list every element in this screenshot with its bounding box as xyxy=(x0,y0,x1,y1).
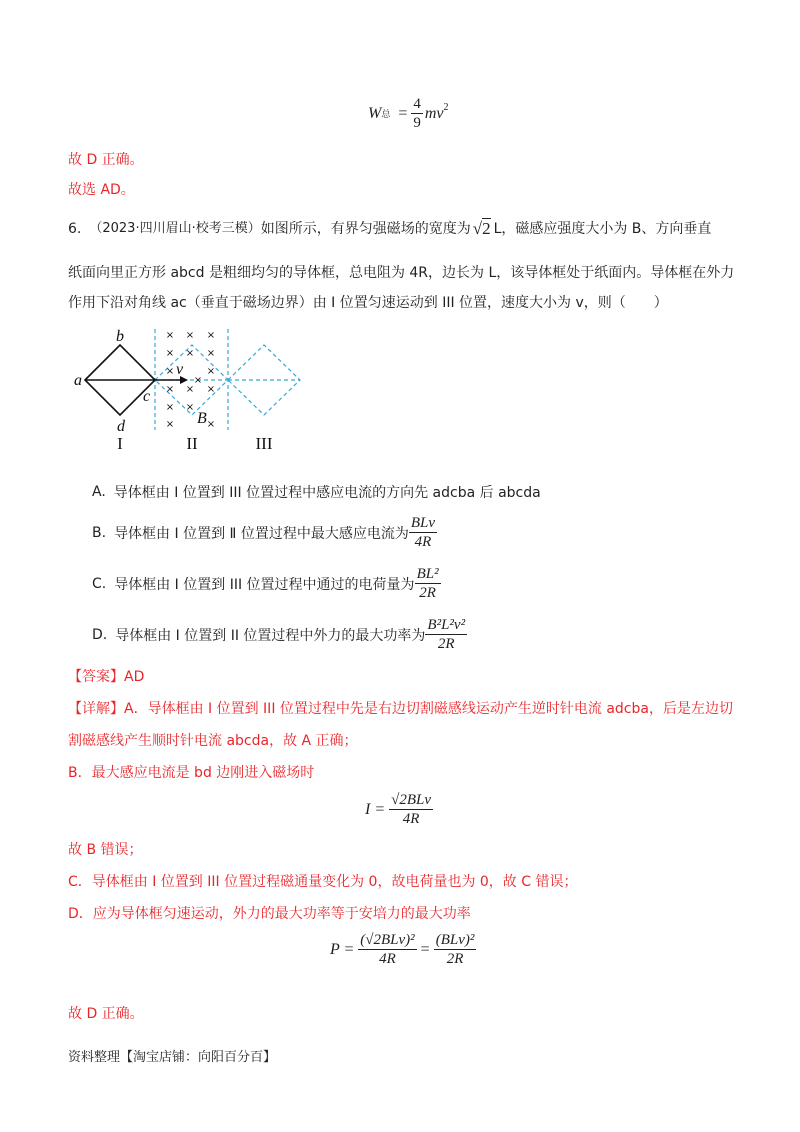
field-cross: × xyxy=(185,330,195,341)
choose-line: 故选 AD。 xyxy=(68,182,135,198)
field-cross: × xyxy=(206,419,216,430)
magnetic-field-figure xyxy=(70,325,310,455)
field-cross: × xyxy=(165,330,175,341)
field-cross: × xyxy=(165,348,175,359)
field-cross: × xyxy=(206,330,216,341)
label-a: a xyxy=(74,372,82,389)
detail-line-2: 割磁感线产生顺时针电流 abcda，故 A 正确； xyxy=(68,733,358,749)
option-c-fraction: $\frac{\text{BL²}}{2R}$ xyxy=(416,566,439,601)
position-label-ii: II xyxy=(186,434,198,453)
detail-line-1: 【详解】A．导体框由 I 位置到 III 位置过程中先是右边切割磁感线运动产生逆时针电流 adcba，后是左边切 xyxy=(68,701,733,717)
formula-i: I = $\frac{\text{√2BLv}}{4R}$ xyxy=(365,792,432,827)
field-cross: × xyxy=(206,366,216,377)
label-b-field: B xyxy=(197,410,207,427)
detail-line-b: B．最大感应电流是 bd 边刚进入磁场时 xyxy=(68,765,315,781)
option-d-fraction: $\frac{\text{B²L²v²}}{2R}$ xyxy=(427,617,466,652)
detail-line-d: D．应为导体框匀速运动，外力的最大功率等于安培力的最大功率 xyxy=(68,906,471,922)
option-b[interactable]: B. 导体框由 Ⅰ 位置到 Ⅱ 位置过程中最大感应电流为 $\frac{\text{BLv}}{4R}$ xyxy=(92,515,436,550)
formula-p-fraction-2: $\frac{\text{(BLv)²}}{2R}$ xyxy=(435,932,475,967)
answer-line: 【答案】AD xyxy=(68,669,145,685)
footer: 资料整理【淘宝店铺：向阳百分百】 xyxy=(68,1050,277,1065)
label-c: c xyxy=(143,388,151,405)
formula-p: P = $\frac{\text{(√2BLv)²}}{4R}$ = $\frac{\text{(BLv)²}}{2R}$ xyxy=(330,932,475,967)
position-label-iii: III xyxy=(255,434,273,453)
b-wrong-line: 故 B 错误； xyxy=(68,842,143,858)
field-cross: × xyxy=(206,348,216,359)
option-a[interactable]: A. 导体框由 I 位置到 III 位置过程中感应电流的方向先 adcba 后 abcda xyxy=(92,484,541,501)
field-cross: × xyxy=(165,366,175,377)
field-cross: × xyxy=(165,384,175,395)
field-cross: × xyxy=(185,402,195,413)
top-formula: W 总 = $\frac{4}{9}$ mv $^2$ xyxy=(368,96,449,131)
field-cross: × xyxy=(165,402,175,413)
top-fraction: $\frac{4}{9}$ xyxy=(413,96,421,131)
option-b-fraction: $\frac{\text{BLv}}{4R}$ xyxy=(410,515,436,550)
d-correct-final: 故 D 正确。 xyxy=(68,1006,144,1022)
field-cross: × xyxy=(185,384,195,395)
position-label-i: I xyxy=(117,434,123,453)
question-line-1: 6. （2023·四川眉山·校考三模） 如图所示，有界匀强磁场的宽度为 √2 L，磁感应强度大小为 B、方向垂直 xyxy=(68,219,712,238)
field-cross: × xyxy=(193,375,203,386)
question-line-2: 纸面向里正方形 abcd 是粗细均匀的导体框，总电阻为 4R，边长为 L，该导体框处于纸面内。导体框在外力 xyxy=(68,265,735,281)
field-cross: × xyxy=(185,348,195,359)
option-c[interactable]: C. 导体框由 I 位置到 III 位置过程中通过的电荷量为 $\frac{\text{BL²}}{2R}$ xyxy=(92,566,439,601)
detail-line-c: C．导体框由 I 位置到 III 位置过程磁通量变化为 0，故电荷量也为 0，故 C 错误； xyxy=(68,874,578,890)
d-correct-line: 故 D 正确。 xyxy=(68,152,144,168)
sqrt-symbol: √2 xyxy=(472,219,491,238)
formula-p-fraction-1: $\frac{\text{(√2BLv)²}}{4R}$ xyxy=(360,932,415,967)
formula-i-fraction: $\frac{\text{√2BLv}}{4R}$ xyxy=(391,792,432,827)
label-d: d xyxy=(117,418,125,435)
label-v: v xyxy=(176,361,184,378)
label-b: b xyxy=(116,328,124,345)
field-cross: × xyxy=(165,419,175,430)
field-cross: × xyxy=(206,384,216,395)
question-line-3: 作用下沿对角线 ac（垂直于磁场边界）由 I 位置匀速运动到 III 位置，速度大小为 v，则（ ） xyxy=(68,295,668,311)
option-d[interactable]: D. 导体框由 I 位置到 II 位置过程中外力的最大功率为 $\frac{\text{B²L²v²}}{2R}$ xyxy=(92,617,466,652)
